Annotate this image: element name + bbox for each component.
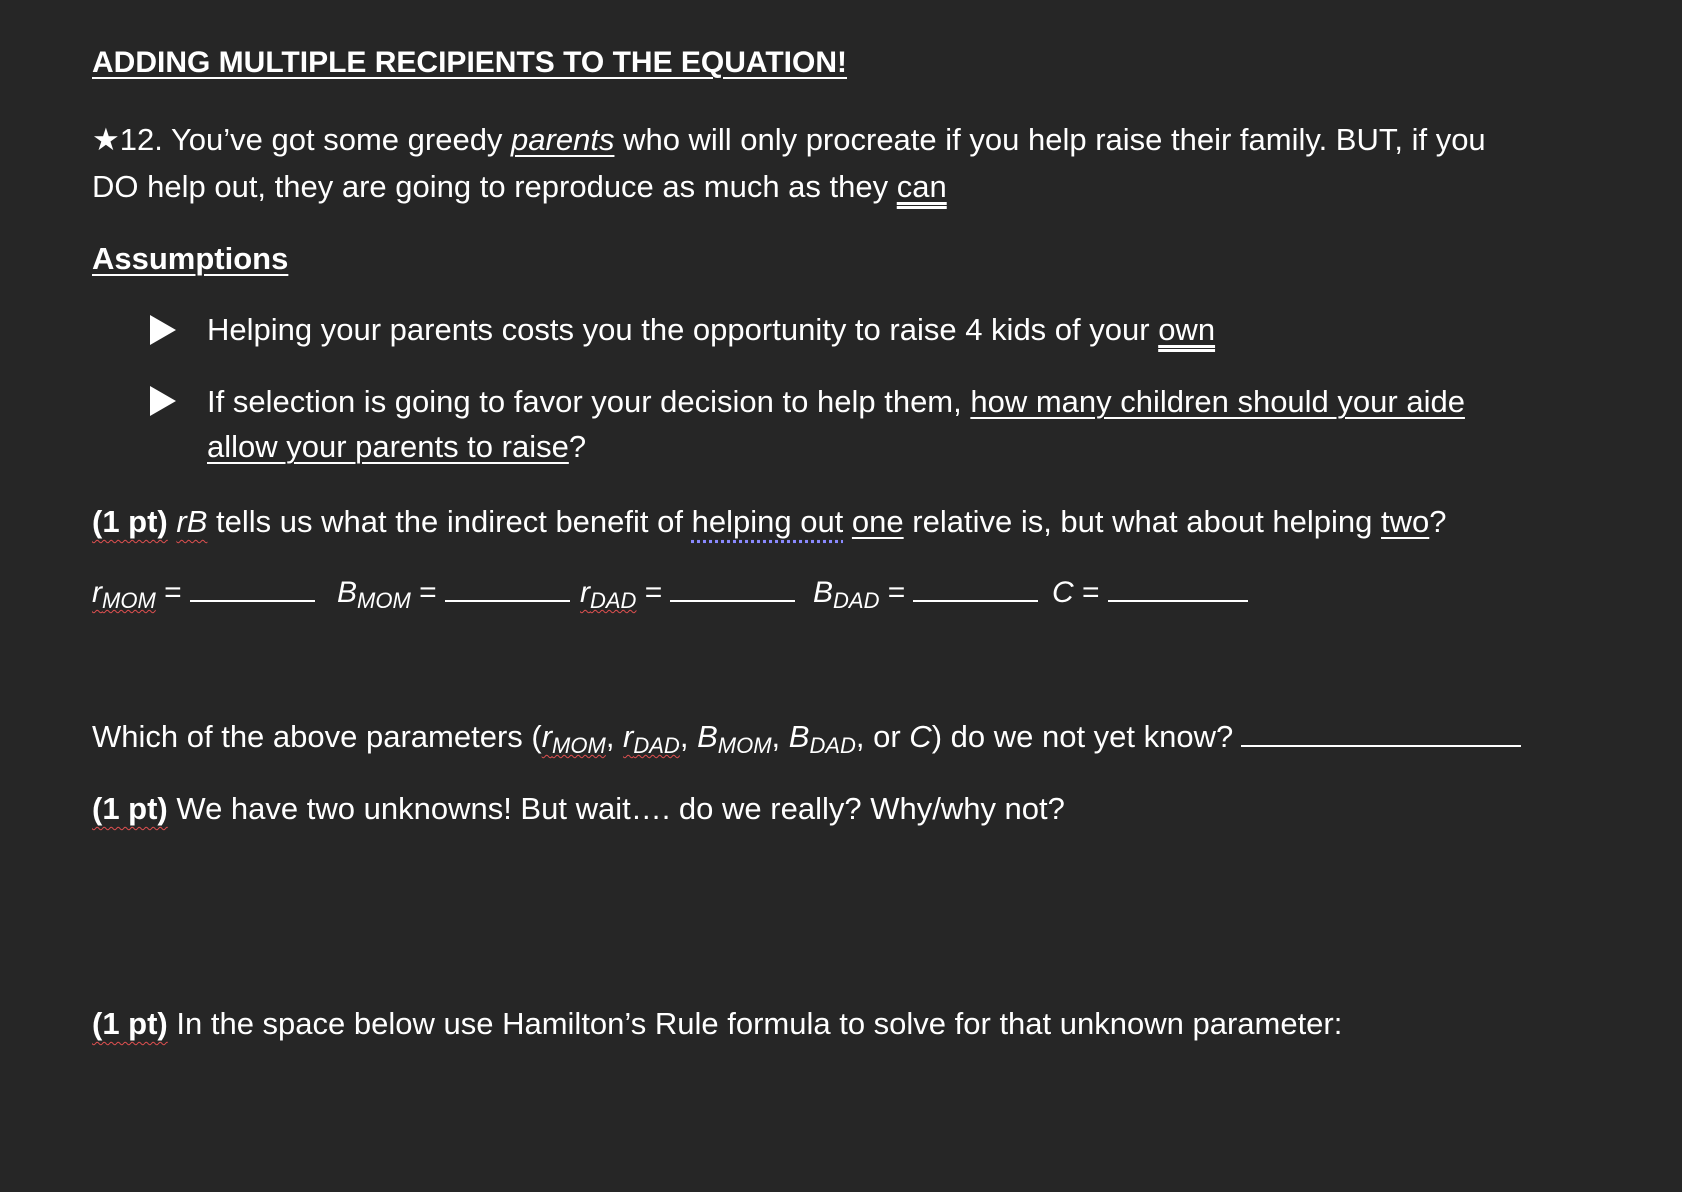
- assumption-item-1: [207, 311, 1215, 349]
- r-mom-field: $r_{MOM}$ =: [92, 574, 315, 620]
- r-mom-label: $r_{MOM}$: [92, 576, 156, 613]
- b-mom-label: $B_{MOM}$: [337, 576, 411, 613]
- b-dad-field: $B_{DAD}$ =: [813, 574, 1038, 620]
- c-field: C =: [1052, 574, 1248, 612]
- b-dad-blank[interactable]: [913, 574, 1038, 602]
- question-line-1: [92, 121, 1486, 159]
- question-line-2: [92, 168, 947, 206]
- own-word: own: [1158, 312, 1216, 347]
- question-text: who will only procreate if you help raise their family. BUT, if you: [614, 122, 1486, 157]
- r-dad-blank[interactable]: [670, 574, 795, 602]
- unknown-parameter-question: Which of the above parameters ($r_{MOM}$, $r_{DAD}$, $B_{MOM}$, $B_{DAD}$, or C) do we not yet know?: [92, 718, 1521, 765]
- question-number: 12.: [119, 122, 163, 157]
- b-dad-label: $B_{DAD}$: [813, 576, 880, 613]
- unknown-answer-blank[interactable]: [1241, 719, 1521, 747]
- prompt-text: [843, 504, 852, 539]
- question-text: DO help out, they are going to reproduce as much as they: [92, 169, 897, 204]
- assumptions-heading: Assumptions: [92, 241, 289, 276]
- triangle-bullet-icon: [150, 386, 176, 416]
- can-word: can: [896, 169, 947, 204]
- page-title: ADDING MULTIPLE RECIPIENTS TO THE EQUATION!: [92, 46, 848, 79]
- assumption-item-2-line-2: [207, 428, 586, 466]
- helping-out-phrase: helping out: [691, 504, 844, 539]
- r-mom-blank[interactable]: [190, 574, 315, 602]
- prompt-text: ) do we not yet know?: [931, 719, 1234, 754]
- r-dad-label: $r_{DAD}$: [580, 576, 637, 613]
- points-label: (1 pt): [92, 504, 168, 539]
- b-mom-term: $B_{MOM}$: [697, 719, 772, 758]
- part-1-prompt: [92, 503, 1447, 541]
- assumption-text: If selection is going to favor your decision to help them,: [207, 384, 971, 419]
- c-term: C: [909, 719, 932, 754]
- b-mom-field: $B_{MOM}$ =: [337, 574, 570, 620]
- assumption-text: Helping your parents costs you the opportunity to raise 4 kids of your: [207, 312, 1159, 347]
- star-icon: ★: [92, 122, 120, 157]
- question-mark: ?: [568, 429, 587, 464]
- points-label: (1 pt): [92, 791, 168, 826]
- c-label: C: [1052, 576, 1074, 609]
- assumption-question: how many children should your aide: [970, 384, 1465, 419]
- r-dad-term: $r_{DAD}$: [623, 719, 680, 758]
- two-word: two: [1381, 504, 1430, 539]
- assumption-question: allow your parents to raise: [207, 429, 569, 464]
- question-mark: ?: [1429, 504, 1447, 539]
- assumption-item-2-line-1: [207, 383, 1465, 421]
- prompt-text: We have two unknowns! But wait…. do we really? Why/why not?: [167, 791, 1065, 826]
- rb-term: rB: [176, 504, 208, 539]
- one-word: one: [851, 504, 904, 539]
- prompt-text: In the space below use Hamilton’s Rule formula to solve for that unknown parameter:: [167, 1006, 1343, 1041]
- parents-word: parents: [511, 122, 615, 157]
- points-label: (1 pt): [92, 1006, 168, 1041]
- prompt-text: relative is, but what about helping: [903, 504, 1382, 539]
- r-dad-field: $r_{DAD}$ =: [580, 574, 795, 620]
- triangle-bullet-icon: [150, 315, 176, 345]
- c-blank[interactable]: [1108, 574, 1248, 602]
- prompt-text: tells us what the indirect benefit of: [207, 504, 692, 539]
- part-3-prompt: [92, 1005, 1342, 1043]
- prompt-text: Which of the above parameters (: [92, 719, 542, 754]
- question-text: You’ve got some greedy: [170, 122, 512, 157]
- r-mom-term: $r_{MOM}$: [541, 719, 606, 758]
- part-2-prompt: [92, 790, 1065, 828]
- b-mom-blank[interactable]: [445, 574, 570, 602]
- worksheet-page: [92, 0, 1652, 1192]
- b-dad-term: $B_{DAD}$: [788, 719, 856, 758]
